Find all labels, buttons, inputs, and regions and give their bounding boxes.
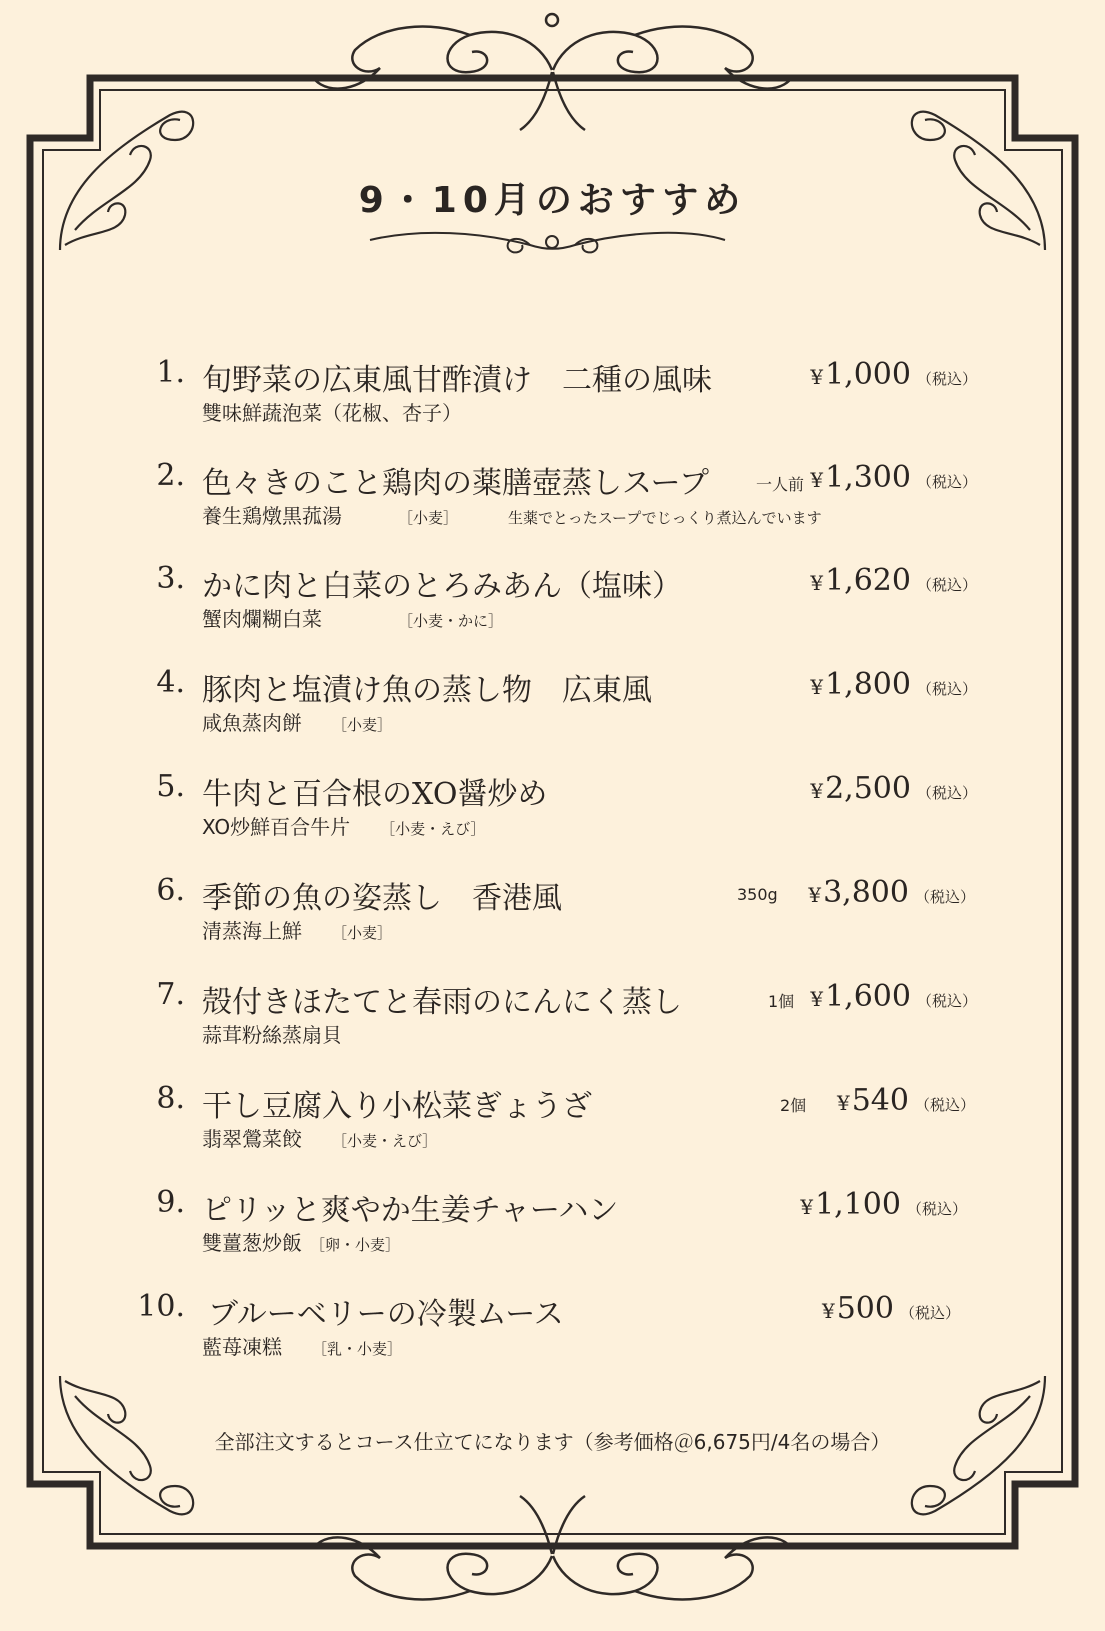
item-price xyxy=(810,771,977,806)
yen-symbol: ¥ xyxy=(810,779,824,803)
item-name: 殻付きほたてと春雨のにんにく蒸し xyxy=(202,985,682,1020)
yen-symbol: ¥ xyxy=(808,883,822,907)
item-name: 豚肉と塩漬け魚の蒸し物 広東風 xyxy=(202,673,652,708)
price-value: 1,620 xyxy=(825,563,911,598)
item-chinese-name: 雙薑葱炒飯 ［卵・小麦］ xyxy=(202,1231,401,1255)
allergen-label: ［小麦］ xyxy=(332,924,393,942)
yen-symbol: ¥ xyxy=(810,365,824,389)
tax-label: （税込） xyxy=(899,1304,960,1322)
top-ornament xyxy=(315,14,790,130)
yen-symbol: ¥ xyxy=(810,675,824,699)
item-name: ブルーベリーの冷製ムース xyxy=(208,1297,564,1332)
item-price xyxy=(810,357,977,392)
item-name: 色々きのこと鶏肉の薬膳壺蒸しスープ xyxy=(202,466,709,501)
price-value: 2,500 xyxy=(825,771,911,806)
item-number: 1. xyxy=(156,355,185,390)
item-chinese-name: 養生鶏燉黒菰湯 ［小麦］ 生薬でとったスープでじっくり煮込んでいます xyxy=(202,504,822,528)
item-number: 8. xyxy=(156,1081,185,1116)
allergen-label: ［小麦］ xyxy=(332,716,393,734)
item-quantity: 350g xyxy=(737,885,778,904)
item-number: 7. xyxy=(156,977,185,1012)
price-value: 3,800 xyxy=(823,875,909,910)
price-value: 1,600 xyxy=(825,979,911,1014)
item-name: 旬野菜の広東風甘酢漬け 二種の風味 xyxy=(202,363,712,398)
yen-symbol: ¥ xyxy=(836,1091,850,1115)
tax-label: （税込） xyxy=(916,576,977,594)
allergen-label: ［小麦・えび］ xyxy=(380,820,486,838)
item-name: 干し豆腐入り小松菜ぎょうざ xyxy=(202,1089,592,1124)
yen-symbol: ¥ xyxy=(810,987,824,1011)
item-number: 2. xyxy=(156,458,185,493)
course-note: 全部注文するとコース仕立てになります（参考価格＠6,675円/4名の場合） xyxy=(214,1430,891,1454)
item-chinese-name: XO炒鮮百合牛片 ［小麦・えび］ xyxy=(202,815,486,839)
item-price xyxy=(808,875,975,910)
tax-label: （税込） xyxy=(916,784,977,802)
item-name: ピリッと爽やか生姜チャーハン xyxy=(202,1193,619,1228)
yen-symbol: ¥ xyxy=(810,468,824,492)
yen-symbol: ¥ xyxy=(821,1299,835,1323)
title-flourish xyxy=(370,233,725,253)
item-chinese-name: 蒜茸粉絲蒸扇貝 xyxy=(202,1023,342,1047)
price-value: 1,100 xyxy=(815,1187,901,1222)
item-quantity: 1個 xyxy=(768,992,795,1011)
item-quantity: 2個 xyxy=(780,1096,807,1115)
item-note: 生薬でとったスープでじっくり煮込んでいます xyxy=(508,509,822,527)
tax-label: （税込） xyxy=(914,1096,975,1114)
item-number: 4. xyxy=(156,665,185,700)
allergen-label: ［小麦・かに］ xyxy=(398,612,504,630)
item-price xyxy=(800,1187,967,1222)
item-price xyxy=(810,460,977,495)
allergen-label: ［卵・小麦］ xyxy=(310,1236,401,1254)
tax-label: （税込） xyxy=(914,888,975,906)
allergen-label: ［小麦］ xyxy=(398,509,459,527)
item-chinese-name: 咸魚蒸肉餅 ［小麦］ xyxy=(202,711,393,735)
item-price xyxy=(810,667,977,702)
tax-label: （税込） xyxy=(916,992,977,1010)
item-price xyxy=(822,1291,960,1326)
item-quantity: 一人前 xyxy=(756,475,805,494)
menu-title: 9・10月のおすすめ xyxy=(358,180,747,221)
item-price xyxy=(837,1083,975,1118)
yen-symbol: ¥ xyxy=(800,1195,814,1219)
item-chinese-name: 清蒸海上鮮 ［小麦］ xyxy=(202,919,393,943)
item-name: 季節の魚の姿蒸し 香港風 xyxy=(202,881,562,916)
item-name: 牛肉と百合根のXO醤炒め xyxy=(202,777,548,812)
item-name: かに肉と白菜のとろみあん（塩味） xyxy=(202,569,682,604)
item-price xyxy=(810,979,977,1014)
item-number: 6. xyxy=(156,873,185,908)
tax-label: （税込） xyxy=(916,370,977,388)
item-chinese-name: 雙味鮮蔬泡菜（花椒、杏子） xyxy=(202,401,462,425)
price-value: 540 xyxy=(851,1083,909,1118)
item-chinese-name: 蟹肉爛糊白菜 ［小麦・かに］ xyxy=(202,607,504,631)
allergen-label: ［小麦・えび］ xyxy=(332,1132,438,1150)
price-value: 1,000 xyxy=(825,357,911,392)
item-chinese-name: 翡翠鶯菜餃 ［小麦・えび］ xyxy=(202,1127,438,1151)
item-number: 10. xyxy=(137,1289,185,1324)
tax-label: （税込） xyxy=(906,1200,967,1218)
allergen-label: ［乳・小麦］ xyxy=(312,1340,403,1358)
yen-symbol: ¥ xyxy=(810,571,824,595)
item-number: 9. xyxy=(156,1185,185,1220)
price-value: 1,300 xyxy=(825,460,911,495)
tax-label: （税込） xyxy=(916,473,977,491)
price-value: 500 xyxy=(836,1291,894,1326)
item-number: 5. xyxy=(156,769,185,804)
price-value: 1,800 xyxy=(825,667,911,702)
item-price xyxy=(810,563,977,598)
item-chinese-name: 藍苺凍糕 ［乳・小麦］ xyxy=(202,1335,403,1359)
item-number: 3. xyxy=(156,561,185,596)
tax-label: （税込） xyxy=(916,680,977,698)
